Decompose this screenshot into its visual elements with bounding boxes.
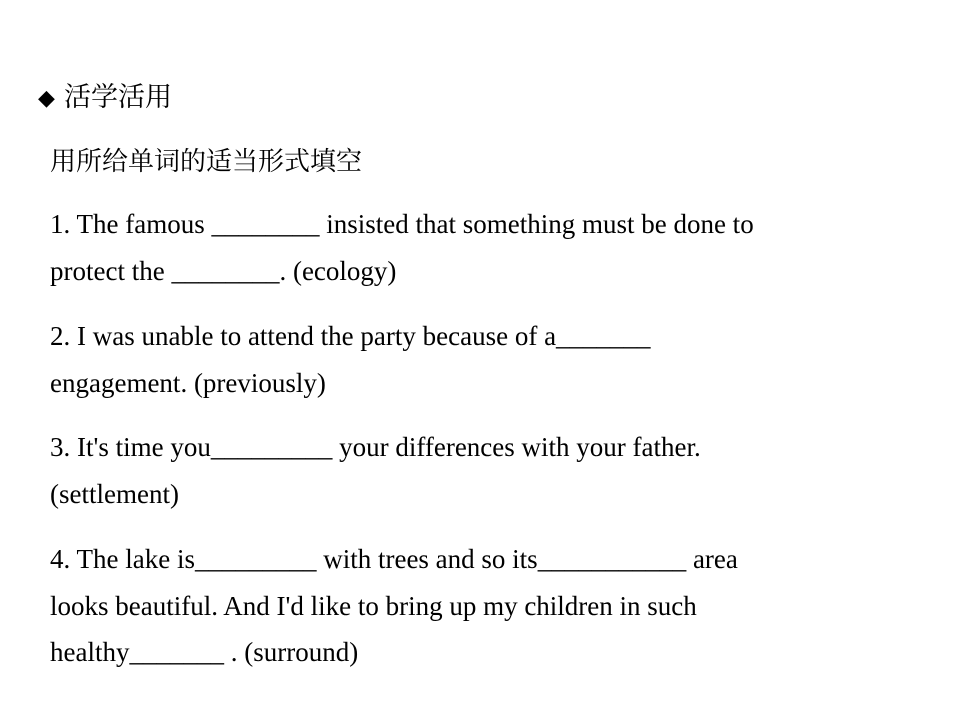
question-line: healthy_______ . (surround) xyxy=(50,637,359,667)
question-3 xyxy=(50,424,701,517)
section-title: 活学活用 xyxy=(64,82,172,113)
question-line: engagement. (previously) xyxy=(50,367,326,398)
question-4 xyxy=(50,536,738,676)
exercise-instruction: 用所给单词的适当形式填空 xyxy=(50,147,363,177)
question-2 xyxy=(50,313,651,406)
question-line: looks beautiful. And I'd like to bring up my children in such xyxy=(50,590,697,621)
question-line: 3. It's time you_________ your differences with your father. xyxy=(50,432,701,462)
question-1 xyxy=(50,201,754,294)
question-line: 4. The lake is_________ with trees and so its___________ area xyxy=(50,544,738,574)
question-line: 1. The famous ________ insisted that something must be done to xyxy=(50,209,754,239)
diamond-bullet-icon: ◆ xyxy=(38,85,55,110)
question-line: 2. I was unable to attend the party because of a_______ xyxy=(50,321,651,351)
section-heading xyxy=(38,78,172,118)
question-line: (settlement) xyxy=(50,478,179,509)
question-line: protect the ________. (ecology) xyxy=(50,255,397,286)
